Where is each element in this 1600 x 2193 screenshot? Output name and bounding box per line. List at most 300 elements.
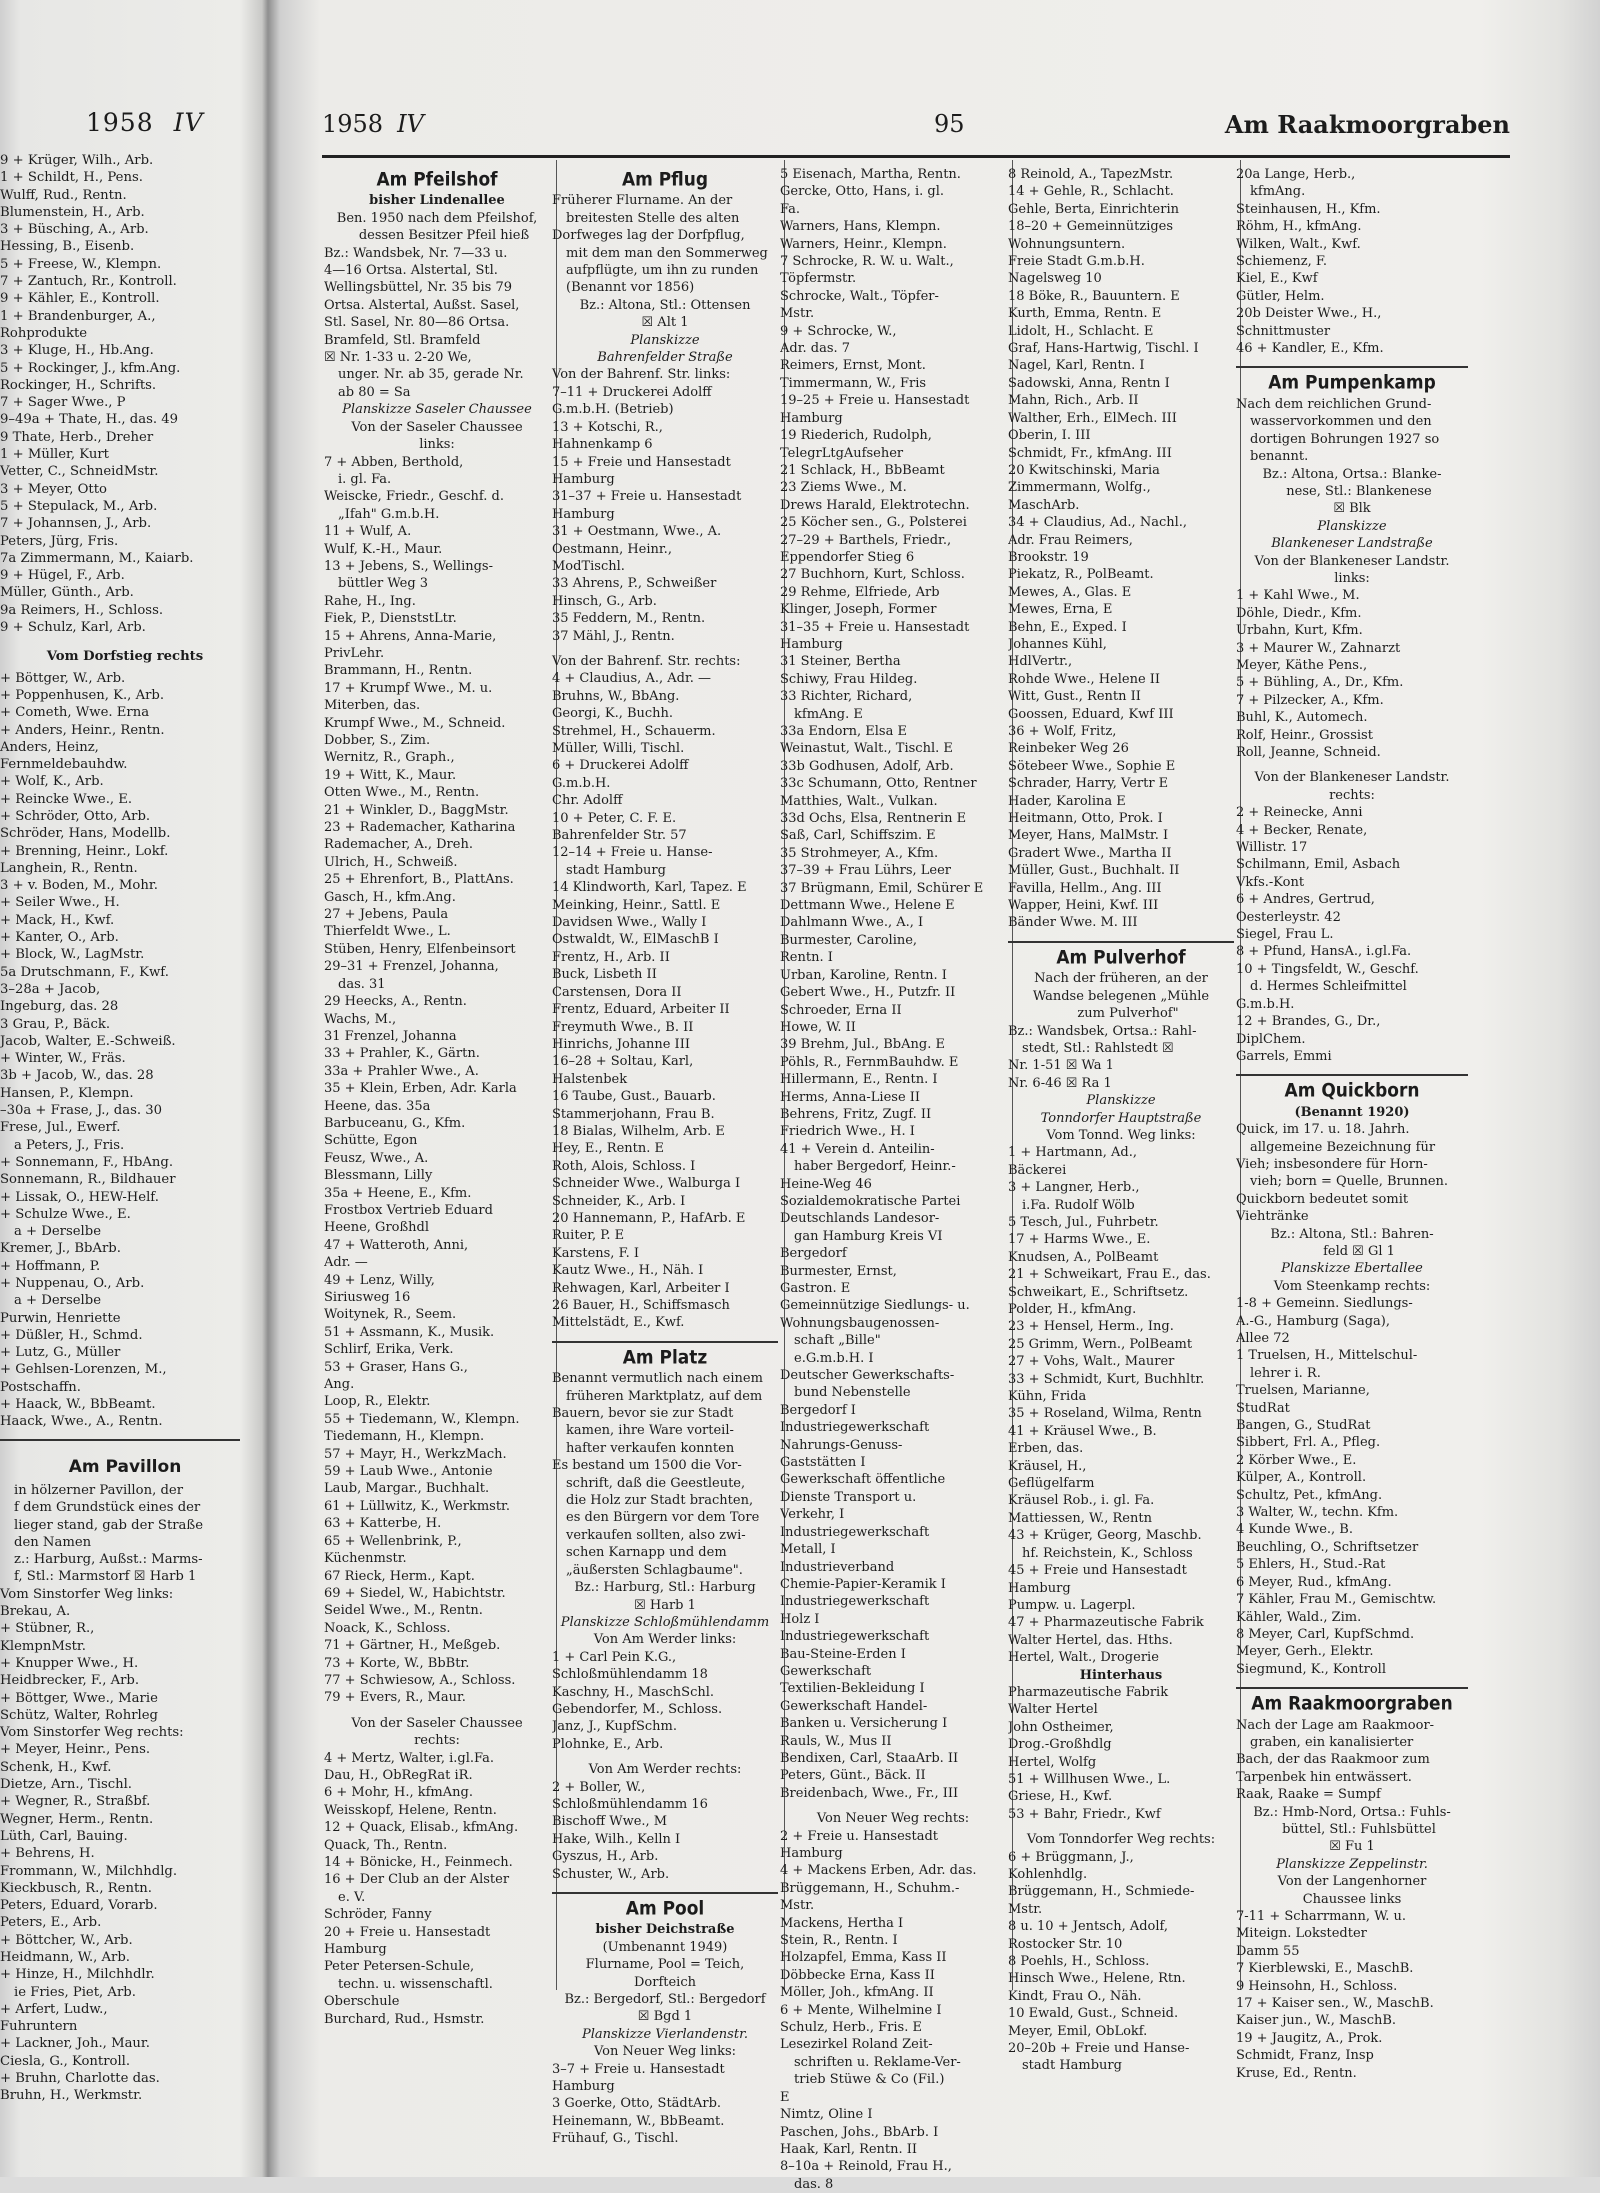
directory-line: 41 + Kräusel Wwe., B. [1008,1423,1157,1439]
directory-line: Dobber, S., Zim. [324,733,431,748]
directory-line: Heene, Großhdl [324,1220,430,1236]
directory-line: 3 Walter, W., techn. Kfm. [1236,1505,1399,1521]
directory-line: Meinking, Heinr., Sattl. E [552,897,721,913]
directory-line: 20–20b + Freie und Hanse- [1008,2041,1190,2057]
directory-line: 5 + Rockinger, J., kfm.Ang. [0,360,181,376]
directory-line: Holz I [780,1611,820,1627]
left-page-volume: IV [173,108,204,137]
directory-line: Kaschny, H., MaschSchl. [552,1684,715,1700]
directory-line: Weinastut, Walt., Tischl. E [780,741,953,757]
directory-line: 31–35 + Freie u. Hansestadt [780,619,970,635]
directory-line: Haak, Karl, Rentn. II [780,2141,918,2157]
directory-line: 57 + Mayr, H., WerkzMach. [324,1446,507,1462]
directory-line: Dorfteich [633,1974,696,1990]
directory-line: Bruhns, W., BbAng. [552,688,680,704]
direction-rechts: Vom Tonndorfer Weg rechts: [1026,1832,1216,1848]
directory-line: + Poppenhusen, K., Arb. [0,687,165,703]
directory-line: Bäckerei [1008,1162,1067,1178]
directory-line: ☒ Harb 1 [634,1597,696,1613]
directory-line: Piekatz, R., PolBeamt. [1008,567,1154,583]
directory-line: die Holz zur Stadt brachten, [566,1493,754,1509]
entries-rechts [1008,1849,1234,2075]
directory-line: 36 + Wolf, Fritz, [1008,724,1117,739]
directory-line: Kremer, J., BbArb. [0,1241,121,1257]
directory-line: 2 Körber Wwe., E. [1236,1452,1357,1468]
entries-links [552,1649,778,1753]
header-rule [322,155,1510,158]
direction-links [1236,1873,1468,1908]
entries-links [552,2061,778,2148]
directory-line: Viehtränke [1236,1209,1309,1225]
directory-line: a + Derselbe [14,1224,102,1240]
entries-rechts [552,1779,778,1883]
directory-line: 79 + Evers, R., Maur. [324,1690,466,1706]
directory-line: Witt, Gust., Rentn II [1008,689,1141,705]
street-districts [1008,1023,1234,1093]
directory-line: 27–29 + Barthels, Friedr., [780,532,952,548]
directory-line: 3–7 + Freie u. Hansestadt [552,2061,725,2077]
directory-line: das. 8 [794,2176,834,2192]
directory-line: Haack, Wwe., A., Rentn. [0,1414,163,1430]
directory-line: vieh; born = Quelle, Brunnen. [1250,1174,1449,1190]
directory-line: a Peters, J., Fris. [14,1137,125,1153]
directory-line: Postschaffn. [0,1379,81,1395]
directory-line: 63 + Katterbe, H. [324,1516,442,1532]
directory-line: Bahrenfelder Straße [597,350,733,366]
directory-line: Jacob, Walter, E.-Schweiß. [0,1033,176,1049]
directory-line: Karstens, F. I [552,1245,639,1261]
left-lines-b [0,670,250,1431]
directory-line: Gewerkschaft öffentliche [780,1472,946,1488]
directory-line: e. V. [338,1889,366,1905]
directory-line: 39 Brehm, Jul., BbAng. E [780,1037,945,1053]
directory-line: Schneider Wwe., Walburga I [552,1176,741,1192]
directory-line: 33c Schumann, Otto, Rentner [780,776,977,792]
directory-line: 9 + Schrocke, W., [780,323,897,339]
directory-line: Gaststätten I [780,1455,866,1471]
directory-line: 7 + Johannsen, J., Arb. [0,516,152,532]
directory-line: Weisskopf, Helene, Rentn. [324,1802,497,1818]
directory-line: 53 + Bahr, Friedr., Kwf [1008,1806,1161,1822]
directory-line: Lidolt, H., Schlacht. E [1008,323,1154,339]
directory-line: Vieh; insbesondere für Horn- [1236,1156,1428,1172]
page-volume: IV [397,110,424,138]
directory-line: + Wegner, R., Straßbf. [0,1794,151,1810]
directory-line: + Haack, W., BbBeamt. [0,1397,156,1413]
directory-line: 53 + Graser, Hans G., [324,1359,468,1375]
directory-line: 33 + Schmidt, Kurt, Buchhltr. [1008,1371,1205,1387]
directory-line: + Block, W., LagMstr. [0,947,145,963]
directory-line: 25 Köcher sen., G., Polsterei [780,515,967,531]
directory-line: kfmAng. E [794,706,863,722]
directory-line: + Böttger, W., Arb. [0,670,126,686]
directory-line: Behrens, Fritz, Zugf. II [780,1106,932,1122]
directory-line: Anders, Heinz, [0,739,99,755]
directory-line: + Schulze Wwe., E. [0,1206,131,1222]
directory-line: Pöhls, R., FernmBauhdw. E [780,1054,959,1070]
directory-line: Gyszus, H., Arb. [552,1849,659,1865]
column-1 [324,166,550,2028]
directory-line: Schneider, K., Arb. I [552,1193,686,1209]
street-named-year: (Benannt 1920) [1294,1104,1410,1120]
directory-line: Wandse belegenen „Mühle [1032,988,1210,1004]
directory-line: das. 31 [338,976,386,992]
directory-line: KlempnMstr. [0,1638,86,1654]
directory-line: Ingeburg, das. 28 [0,999,119,1015]
directory-line: 6 Meyer, Rud., kfmAng. [1236,1574,1392,1590]
directory-line: Blessmann, Lilly [324,1168,433,1184]
directory-line: + Reincke Wwe., E. [0,791,133,807]
directory-line: 33d Ochs, Elsa, Rentnerin E [780,811,967,827]
directory-line: Meyer, Gerh., Elektr. [1236,1644,1374,1660]
directory-line: Rostocker Str. 10 [1008,1936,1123,1952]
directory-line: Kaiser jun., W., MaschB. [1236,2013,1397,2029]
directory-line: 10 + Tingsfeldt, W., Geschf. [1236,961,1419,977]
directory-line: Ortsa. Alstertal, Außst. Sasel, [324,297,520,313]
directory-line: Bruhn, H., Werkmstr. [0,2088,143,2104]
directory-line: Polder, H., kfmAng. [1008,1302,1137,1317]
directory-line: Nagel, Karl, Rentn. I [1008,358,1145,374]
directory-line: Schilmann, Emil, Asbach [1236,857,1401,873]
directory-line: + Arfert, Ludw., [0,2001,108,2017]
directory-line: + Bruhn, Charlotte das. [0,2071,160,2087]
directory-line: 21 Schlack, H., BbBeamt [780,462,945,478]
directory-line: Schrocke, Walt., Töpfer- [780,288,939,304]
directory-line: Ciesla, G., Kontroll. [0,2053,131,2069]
directory-line: i.Fa. Rudolf Wölb [1022,1197,1135,1213]
directory-line: Mstr. [780,1898,815,1914]
directory-line: Gewerkschaft [780,1663,872,1679]
directory-line: Breidenbach, Wwe., Fr., III [780,1785,959,1801]
directory-line: 9 + Hügel, F., Arb. [0,568,125,584]
directory-line: 2 + Freie u. Hansestadt [780,1828,938,1844]
directory-line: Kurth, Emma, Rentn. E [1008,306,1162,322]
directory-line: 29 Rehme, Elfriede, Arb [780,584,940,600]
directory-line: 33 Richter, Richard, [780,689,913,705]
directory-line: 20 Hannemann, P., HafArb. E [552,1210,746,1226]
section-rule [552,1892,778,1894]
directory-line: 4 + Claudius, A., Adr. — [552,671,711,687]
directory-line: hf. Reichstein, K., Schloss [1022,1545,1193,1561]
column-3 [780,166,1006,2193]
street-districts [552,1579,778,1614]
directory-line: Kindt, Frau O., Näh. [1008,1988,1142,2004]
directory-line: Wegner, Herm., Rentn. [0,1811,154,1827]
directory-line: 18 Böke, R., Bauuntern. E [1008,288,1180,304]
directory-line: 7 Kähler, Frau M., Gemischtw. [1236,1592,1437,1608]
left-pavillon-desc [0,1482,250,1551]
directory-line: Ruiter, P. E [552,1228,625,1244]
directory-line: Nagelsweg 10 [1008,271,1102,287]
directory-line: Holzapfel, Emma, Kass II [780,1950,947,1966]
directory-line: a + Derselbe [14,1293,102,1309]
directory-line: Hamburg [780,1846,843,1861]
directory-line: Herms, Anna-Liese II [780,1089,921,1105]
directory-line: Miterben, das. [324,698,421,714]
directory-line: 46 + Kandler, E., Kfm. [1236,341,1384,357]
directory-line: Metall, I [780,1542,836,1558]
directory-line: 29–31 + Frenzel, Johanna, [324,959,499,975]
directory-line: ModTischl. [552,558,625,574]
directory-line: + Winter, W., Fräs. [0,1051,126,1067]
directory-line: 3 + Büsching, A., Arb. [0,222,149,238]
directory-line: Deutschlands Landesor- [780,1211,940,1227]
directory-line: Thierfeldt Wwe., L. [324,924,451,940]
street-heading: Am Raakmoorgraben [1251,1693,1453,1716]
directory-line: Töpfermstr. [780,271,857,287]
directory-line: Schweikart, E., Schriftsetz. [1008,1284,1189,1300]
street-plan-sketch: Planskizze Schloßmühlendamm [560,1614,770,1630]
directory-line: G.m.b.H. (Betrieb) [552,402,674,418]
directory-line: Davidsen Wwe., Wally I [552,915,707,931]
directory-line: Mstr. [1008,1901,1043,1917]
direction-links [552,1631,778,1648]
directory-line: Nimtz, Oline I [780,2107,873,2123]
directory-line: Woitynek, R., Seem. [324,1307,457,1323]
directory-line: + Mack, H., Kwf. [0,912,115,928]
directory-line: 8 u. 10 + Jentsch, Adolf, [1008,1919,1169,1935]
directory-line: 33b Godhusen, Adolf, Arb. [780,758,954,774]
directory-line: Wohnungsbaugenossen- [780,1315,940,1331]
directory-line: Bz.: Hmb-Nord, Ortsa.: Fuhls- [1253,1804,1451,1820]
entries [1236,1908,1468,2082]
directory-line: e.G.m.b.H. I [794,1350,874,1366]
directory-line: 4 + Mackens Erben, Adr. das. [780,1863,977,1879]
directory-line: Mackens, Hertha I [780,1915,904,1931]
directory-line: breitesten Stelle des alten [566,210,740,226]
directory-line: Walter Hertel, das. Hths. [1008,1632,1173,1648]
directory-line: Schlirf, Erika, Verk. [324,1342,454,1358]
directory-line: Brekau, A. [0,1604,71,1620]
directory-line: 16 + Der Club an der Alster [324,1872,510,1888]
directory-line: 19–25 + Freie u. Hansestadt [780,393,970,409]
directory-line: 3 Goerke, Otto, StädtArb. [552,2096,722,2112]
directory-line: Heitmann, Otto, Prok. I [1008,811,1163,827]
directory-line: Bach, der das Raakmoor zum [1236,1752,1430,1768]
directory-line: 37–39 + Frau Lührs, Leer [780,863,951,879]
directory-line: Kruse, Ed., Rentn. [1236,2065,1357,2081]
directory-line: rechts: [414,1733,460,1749]
entries-hinterhaus [1008,1684,1234,1823]
street-districts [552,1991,778,2026]
directory-line: Hinsch, G., Arb. [552,593,657,609]
directory-line: Meyer, Emil, ObLokf. [1008,2023,1148,2039]
directory-line: lieger stand, gab der Straße [14,1517,204,1533]
directory-line: + Düßler, H., Schmd. [0,1327,143,1343]
directory-line: 18 Bialas, Wilhelm, Arb. E [552,1123,725,1139]
street-plan-sketch: Planskizze Ebertallee [1281,1261,1423,1277]
directory-line: Damm 55 [1236,1943,1300,1959]
directory-line: Klinger, Joseph, Former [780,602,937,618]
directory-line: Heene, das. 35a [324,1098,431,1114]
directory-line: Fiek, P., DienststLtr. [324,611,457,627]
directory-line: ☒ Alt 1 [641,315,689,331]
directory-line: Frommann, W., Milchhdlg. [0,1863,178,1879]
directory-line: Behn, E., Exped. I [1008,619,1127,635]
entries [1236,1295,1468,1678]
directory-line: Frostbox Vertrieb Eduard [324,1202,493,1218]
directory-line: + Cometh, Wwe. Erna [0,705,150,721]
direction-rechts: Von Am Werder rechts: [588,1762,742,1778]
directory-line: Gebendorfer, M., Schloss. [552,1701,723,1717]
directory-line: Stein, R., Rentn. I [780,1933,898,1949]
directory-line: 25 Grimm, Wern., PolBeamt [1008,1336,1193,1352]
directory-line: Hey, E., Rentn. E [552,1141,665,1157]
left-street-heading: Am Pavillon [68,1456,182,1477]
directory-line: Saß, Carl, Schiffszim. E [780,828,936,844]
street-heading: Am Pool [625,1897,705,1920]
directory-line: Gradert Wwe., Martha II [1008,845,1172,861]
directory-line: Textilien-Bekleidung I [780,1681,925,1697]
directory-line: 1 + Brandenburger, A., [0,308,156,324]
directory-line: wasservorkommen und den [1250,414,1432,430]
directory-line: Timmermann, W., Fris [780,375,927,391]
directory-line: Peter Petersen-Schule, [324,1959,475,1975]
directory-line: 37 Brügmann, Emil, Schürer E [780,880,984,896]
entries-rechts [1236,804,1468,1065]
directory-line: 26 Bauer, H., Schiffsmasch [552,1298,730,1313]
directory-line: + Meyer, Heinr., Pens. [0,1742,151,1758]
directory-line: 17 + Harms Wwe., E. [1008,1232,1151,1248]
directory-line: 31 + Oestmann, Wwe., A. [552,524,722,540]
directory-line: Weiscke, Friedr., Geschf. d. [324,489,505,505]
directory-line: schrift, daß die Geestleute, [566,1475,746,1491]
directory-line: Röhm, H., kfmAng. [1236,219,1362,235]
directory-line: + Lutz, G., Müller [0,1345,121,1361]
directory-line: Möller, Joh., kfmAng. II [780,1985,934,2001]
directory-line: büttler Weg 3 [338,576,429,592]
directory-line: Schiwy, Frau Hildeg. [780,671,918,687]
directory-line: Oestmann, Heinr., [552,541,672,557]
directory-line: Buck, Lisbeth II [552,967,657,983]
directory-line: Kräusel, H., [1008,1458,1087,1474]
directory-line: + Anders, Heinr., Rentn. [0,722,165,738]
directory-line: Eppendorfer Stieg 6 [780,549,915,565]
directory-line: + Wolf, K., Arb. [0,774,104,790]
street-renamed: (Umbenannt 1949) [602,1939,728,1955]
directory-line: 20a Lange, Herb., [1236,167,1356,182]
directory-line: 16–28 + Soltau, Karl, [552,1054,694,1070]
directory-line: + Lissak, O., HEW-Helf. [0,1189,159,1205]
directory-line: 20 Kwitschinski, Maria [1008,462,1160,478]
directory-line: 1 + Müller, Kurt [0,447,109,463]
directory-line: Bz.: Altona, Stl.: Ottensen [579,297,751,313]
directory-line: + Gehlsen-Lorenzen, M., [0,1362,167,1378]
directory-line: Nach der früheren, an der [1034,971,1208,987]
directory-line: 5 + Bühling, A., Dr., Kfm. [1236,675,1404,691]
directory-line: Drews Harald, Elektrotechn. [780,497,970,513]
directory-line: benannt. [1250,449,1309,465]
directory-line: Hillermann, E., Rentn. I [780,1072,938,1088]
directory-line: 27 + Vohs, Walt., Maurer [1008,1354,1175,1370]
directory-line: bund Nebenstelle [794,1385,911,1401]
directory-line: Friedrich Wwe., H. I [780,1124,915,1140]
directory-line: Vetter, C., SchneidMstr. [0,464,159,480]
street-description [1236,1121,1468,1225]
directory-line: 16 Taube, Gust., Bauarb. [552,1089,716,1105]
directory-line: + Knupper Wwe., H. [0,1655,139,1671]
directory-line: Hahnenkamp 6 [552,437,653,453]
directory-line: Schröder, Hans, Modellb. [0,826,171,842]
directory-line: Rohde Wwe., Helene II [1008,671,1161,687]
directory-line: Wulf, K.-H., Maur. [324,541,443,557]
directory-line: Bergedorf [780,1246,847,1262]
directory-line: 23 + Rademacher, Katharina [324,820,516,836]
directory-line: (Benannt vor 1856) [566,280,695,296]
directory-line: Graf, Hans-Hartwig, Tischl. I [1008,341,1199,357]
directory-line: Sadowski, Anna, Rentn I [1008,375,1170,391]
directory-line: G.m.b.H. [552,775,611,791]
directory-line: 35 Strohmeyer, A., Kfm. [780,845,939,861]
directory-line: Chaussee links [1302,1891,1402,1907]
directory-line: 9 + Schulz, Karl, Arb. [0,620,146,636]
directory-line: dessen Besitzer Pfeil hieß [358,228,530,244]
directory-line: Heine-Weg 46 [780,1176,872,1192]
direction-rechts: Von Neuer Weg rechts: [816,1811,970,1827]
directory-line: Bz.: Altona, Ortsa.: Blanke- [1262,466,1442,482]
directory-line: Allee 72 [1236,1331,1290,1346]
directory-line: 33 + Prahler, K., Gärtn. [324,1046,480,1062]
entries-continued [780,166,1006,1802]
directory-line: Barbuceanu, G., Kfm. [324,1115,466,1131]
directory-line: 3b + Jacob, W., das. 28 [0,1068,154,1084]
left-pavillon-rechts [0,1741,250,2104]
section-rule [1236,366,1468,368]
directory-line: Früherer Flurname. An der [552,193,733,209]
directory-line: 33 Ahrens, P., Schweißer [552,576,717,592]
directory-line: Blankeneser Landstraße [1271,536,1433,552]
directory-line: Rahe, H., Ing. [324,593,416,609]
directory-line: Gewerkschaft Handel- [780,1698,928,1714]
directory-line: TelegrLtgAufseher [780,445,904,461]
directory-line: 4 Kunde Wwe., B. [1236,1522,1353,1538]
directory-line: kfmAng. [1250,184,1306,200]
directory-line: Georgi, K., Buchh. [552,706,674,722]
directory-line: Sötebeer Wwe., Sophie E [1008,758,1176,774]
directory-line: 14 + Gehle, R., Schlacht. [1008,184,1174,200]
directory-line: Lesezirkel Roland Zeit- [780,2037,933,2053]
directory-line: Pumpw. u. Lagerpl. [1008,1597,1136,1613]
directory-line: Wohnungsuntern. [1008,236,1126,252]
directory-line: 14 Klindworth, Karl, Tapez. E [552,880,747,896]
street-plan-sketch: Planskizze Saseler Chaussee [342,402,532,418]
directory-line: Schloßmühlendamm 16 [552,1796,708,1812]
directory-line: schen Karnapp und dem [566,1545,727,1561]
directory-line: links: [419,437,455,453]
directory-line: John Ostheimer, [1008,1719,1114,1735]
directory-line: Wachs, M., [324,1011,397,1027]
directory-line: Bendixen, Carl, StaaArb. II [780,1750,959,1766]
directory-line: Knudsen, A., PolBeamt [1008,1249,1159,1265]
directory-line: Industriegewerkschaft [780,1629,930,1645]
directory-line: 7 + Zantuch, Rr., Kontroll. [0,274,177,290]
directory-line: nese, Stl.: Blankenese [1286,483,1432,499]
directory-line: E [780,2089,790,2105]
directory-line: 10 Ewald, Gust., Schneid. [1008,2006,1179,2022]
directory-line: ☒ Nr. 1-33 u. 2-20 We, [324,350,472,366]
directory-line: Heidmann, W., Arb. [0,1949,130,1965]
directory-line: PrivLehr. [324,645,385,661]
directory-line: Bz.: Harburg, Stl.: Harburg [574,1580,756,1596]
directory-line: Rohprodukte [0,325,88,341]
directory-line: in hölzerner Pavillon, der [14,1482,184,1498]
directory-line: Gasch, H., kfm.Ang. [324,889,456,905]
directory-line: Rademacher, A., Dreh. [324,837,473,853]
directory-line: 23 Ziems Wwe., M. [780,480,907,496]
directory-line: Carstensen, Dora II [552,984,682,1000]
directory-line: Tiedemann, H., Klempn. [324,1429,485,1445]
directory-line: zum Pulverhof" [1077,1006,1179,1022]
